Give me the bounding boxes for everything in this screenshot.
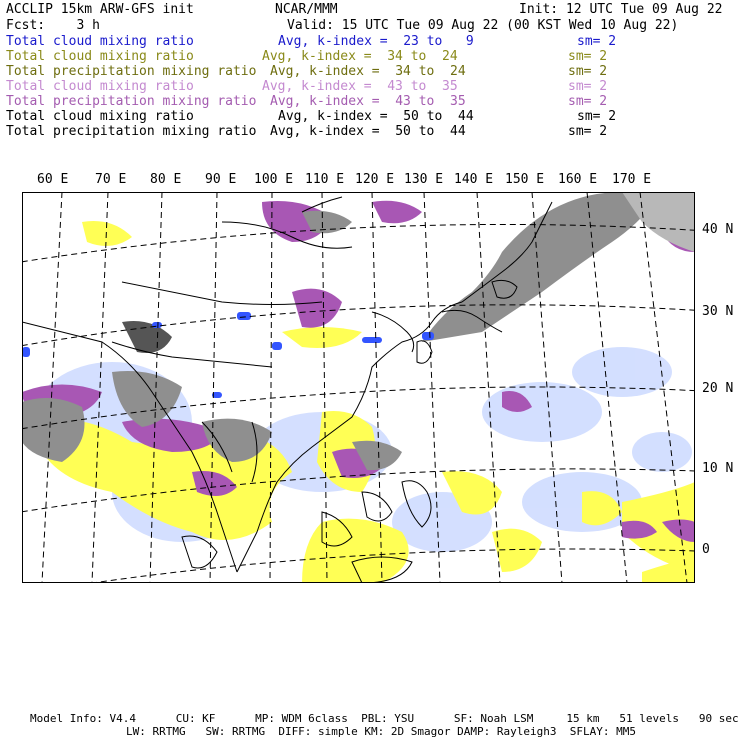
field-name: Total cloud mixing ratio	[6, 79, 194, 94]
field-name: Total precipitation mixing ratio	[6, 64, 257, 79]
latitude-label: 20 N	[702, 381, 734, 396]
latitude-label: 0	[702, 542, 710, 557]
field-smoothing: sm= 2	[568, 124, 608, 139]
forecast-hour: Fcst: 3 h	[6, 18, 100, 33]
latitude-label: 30 N	[702, 304, 734, 319]
field-name: Total cloud mixing ratio	[6, 49, 194, 64]
field-k-index: Avg, k-index = 50 to 44	[278, 109, 474, 124]
latitude-label: 10 N	[702, 461, 734, 476]
longitude-label: 90 E	[205, 172, 237, 187]
init-time: Init: 12 UTC Tue 09 Aug 22	[519, 2, 723, 17]
latitude-label: 40 N	[702, 222, 734, 237]
field-k-index: Avg, k-index = 43 to 35	[270, 94, 466, 109]
field-name: Total cloud mixing ratio	[6, 34, 194, 49]
forecast-map	[22, 192, 695, 583]
center-label: NCAR/MMM	[275, 2, 338, 17]
field-smoothing: sm= 2	[568, 94, 608, 109]
longitude-label: 70 E	[95, 172, 127, 187]
longitude-label: 80 E	[150, 172, 182, 187]
field-smoothing: sm= 2	[568, 64, 608, 79]
model-title: ACCLIP 15km ARW-GFS init	[6, 2, 194, 17]
field-name: Total precipitation mixing ratio	[6, 124, 257, 139]
model-info-line2: LW: RRTMG SW: RRTMG DIFF: simple KM: 2D Smagor DAMP: Rayleigh3 SFLAY: MM5	[126, 725, 636, 738]
longitude-label: 110 E	[305, 172, 345, 187]
field-smoothing: sm= 2	[577, 109, 617, 124]
valid-time: Valid: 15 UTC Tue 09 Aug 22 (00 KST Wed 10 Aug 22)	[287, 18, 679, 33]
longitude-label: 150 E	[505, 172, 545, 187]
longitude-label: 170 E	[612, 172, 652, 187]
longitude-label: 130 E	[404, 172, 444, 187]
field-smoothing: sm= 2	[577, 34, 617, 49]
field-k-index: Avg, k-index = 34 to 24	[262, 49, 458, 64]
field-name: Total cloud mixing ratio	[6, 109, 194, 124]
field-smoothing: sm= 2	[568, 79, 608, 94]
longitude-label: 120 E	[355, 172, 395, 187]
field-k-index: Avg, k-index = 50 to 44	[270, 124, 466, 139]
field-k-index: Avg, k-index = 34 to 24	[270, 64, 466, 79]
field-name: Total precipitation mixing ratio	[6, 94, 257, 109]
field-k-index: Avg, k-index = 43 to 35	[262, 79, 458, 94]
longitude-label: 100 E	[254, 172, 294, 187]
longitude-label: 140 E	[454, 172, 494, 187]
longitude-label: 160 E	[558, 172, 598, 187]
field-smoothing: sm= 2	[568, 49, 608, 64]
model-info-line1: Model Info: V4.4 CU: KF MP: WDM 6class PBL: YSU SF: Noah LSM 15 km 51 levels 90 sec	[30, 712, 739, 725]
longitude-label: 60 E	[37, 172, 69, 187]
field-k-index: Avg, k-index = 23 to 9	[278, 34, 474, 49]
